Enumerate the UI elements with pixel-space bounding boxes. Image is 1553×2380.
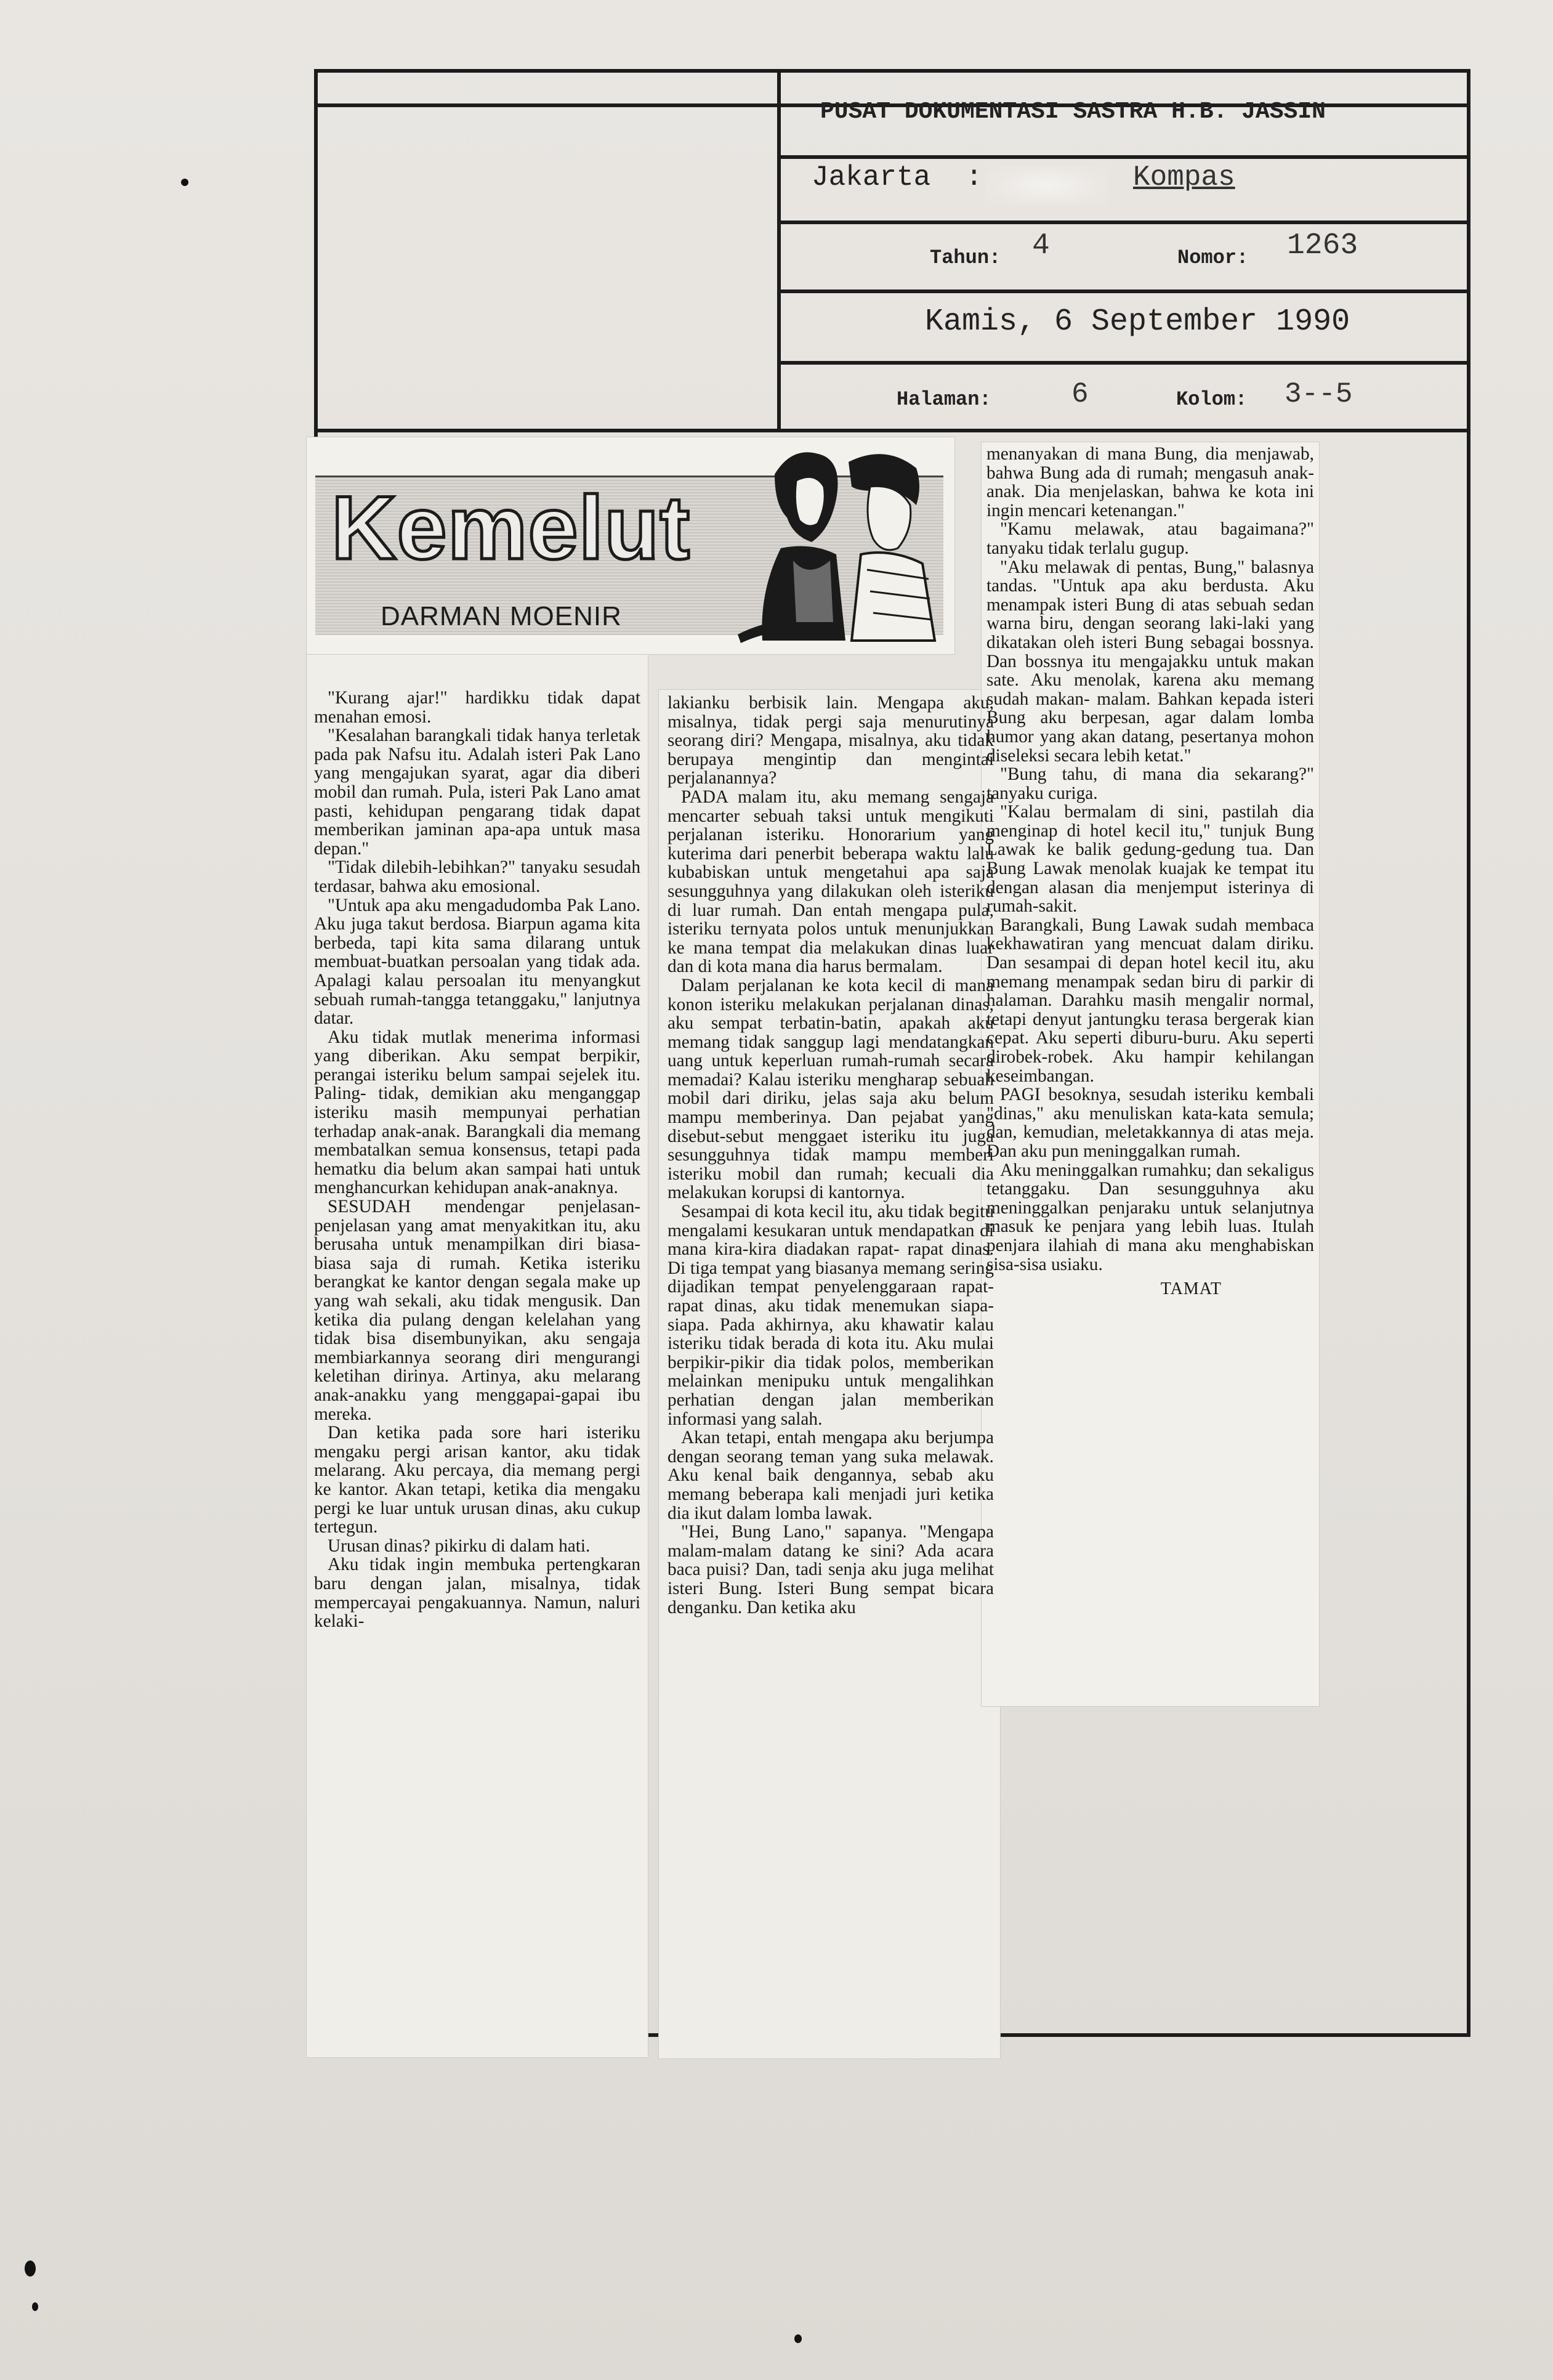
paragraph: "Kesalahan barangkali tidak hanya terletak pada pak Nafsu itu. Adalah isteri Pak Lano yang mengajukan syarat, agar dia diberi mobil dan rumah. Pula, isteri Pak Lano amat pasti, kehidupan pengarang tidak dapat memberikan jaminan apa-apa untuk masa depan." bbox=[314, 726, 640, 859]
smudge bbox=[985, 165, 1108, 206]
paragraph: "Tidak dilebih-lebihkan?" tanyaku sesudah terdasar, bahwa aku emosional. bbox=[314, 857, 640, 896]
form-rule bbox=[314, 429, 1470, 432]
paragraph: Aku tidak mutlak menerima informasi yang diberikan. Aku sempat berpikir, perangai isteriku belum sampai sejelek itu. Paling- tidak, demikian aku menganggap isteriku masih mempunyai perhatian terhadap anak-anak. Barangkali dia memang membatalkan semua konsensus, tetapi pada hematku dia belum akan sampai hati untuk menghancurkan kehidupan anak-anaknya. bbox=[314, 1027, 640, 1198]
number-value: 1263 bbox=[1287, 229, 1358, 262]
paragraph: menanyakan di mana Bung, dia menjawab, bahwa Bung ada di rumah; mengasuh anak-anak. Dia menjelaskan, bahwa ke kota ini ingin mencari ketenangan." bbox=[986, 444, 1314, 520]
story-banner bbox=[307, 437, 954, 654]
paragraph: "Untuk apa aku mengadudomba Pak Lano. Aku juga takut berdosa. Biarpun agama kita berbeda, tapi kita sama dilarang untuk membuat-buatkan persoalan yang tidak ada. Apalagi kalau persoalan itu menyangkut sebuah rumah-tangga tetanggaku," lanjutnya datar. bbox=[314, 895, 640, 1029]
paragraph: lakianku berbisik lain. Mengapa aku, misalnya, tidak pergi saja menurutinya seorang diri? Mengapa, misalnya, aku tidak berupaya mengintip dan mengintai perjalanannya? bbox=[668, 693, 994, 788]
article-column-3 bbox=[986, 445, 1314, 1299]
city-colon: : bbox=[966, 161, 983, 193]
paragraph: "Aku melawak di pentas, Bung," balasnya tandas. "Untuk apa aku berdusta. Aku menampak isteri Bung di atas sebuah sedan warna biru, dengan seorang laki-laki yang dikatakan oleh isteri Bung sebagai bossnya. Dan bossnya itu mengajakku untuk makan sate. Aku menolak, karena aku memang sudah makan- malam. Bahkan kepada isteri Bung aku berpesan, agar dalam lomba humor yang akan datang, pesertanya mohon diseleksi secara lebih ketat." bbox=[986, 557, 1314, 766]
paragraph: Sesampai di kota kecil itu, aku tidak begitu mengalami kesukaran untuk mendapatkan di mana kira-kira diadakan rapat- rapat dinas. Di tiga tempat yang biasanya memang sering dijadikan tempat penyelenggaraan rapat-rapat dinas, aku tidak menemukan siapa-siapa. Pada akhirnya, aku khawatir kalau isteriku tidak berada di kota itu. Aku mulai berpikir-pikir dia tidak polos, memberikan melainkan menipuku untuk mengalihkan perhatian dengan jalan memberikan informasi yang salah. bbox=[668, 1202, 994, 1429]
form-rule bbox=[777, 221, 1470, 224]
article-column-2 bbox=[668, 694, 994, 1617]
article-column-1 bbox=[314, 689, 640, 1631]
number-label: Nomor: bbox=[1177, 246, 1249, 269]
year-value: 4 bbox=[1032, 229, 1050, 262]
paragraph: PADA malam itu, aku memang sengaja mencarter sebuah taksi untuk mengikuti perjalanan isteriku. Honorarium yang kuterima dari penerbit beberapa waktu lalu kubabiskan untuk mengetahui apa saja sesungguhnya yang dilakukan oleh isteriku di luar rumah. Dan entah mengapa pula, isteriku ternyata polos untuk menunjukkan ke mana tempat dia melakukan dinas luar dan di kota mana dia harus bermalam. bbox=[668, 787, 994, 977]
publication-date: Kamis, 6 September 1990 bbox=[925, 304, 1350, 339]
ink-speck bbox=[794, 2334, 802, 2343]
ink-speck bbox=[25, 2261, 36, 2277]
paragraph: Dan ketika pada sore hari isteriku mengaku pergi arisan kantor, aku tidak melarang. Aku percaya, dia memang pergi ke kantor. Akan tetapi, ketika dia mengaku pergi ke luar untuk urusan dinas, aku cukup tertegun. bbox=[314, 1423, 640, 1537]
paragraph: Aku meninggalkan rumahku; dan sekaligus tetanggaku. Dan sesungguhnya aku meninggalkan penjaraku untuk selanjutnya masuk ke penjara yang lebih luas. Itulah penjara ilahiah di mana aku menghabiskan sisa-sisa usiaku. bbox=[986, 1160, 1314, 1274]
form-rule bbox=[777, 155, 1470, 159]
paragraph: "Kalau bermalam di sini, pastilah dia menginap di hotel kecil itu," tunjuk Bung Lawak ke balik gedung-gedung tua. Dan Bung Lawak menolak kuajak ke tempat itu dengan alasan dia menjemput isterinya di rumah-sakit. bbox=[986, 802, 1314, 917]
city-label: Jakarta bbox=[812, 161, 931, 193]
newspaper-name: Kompas bbox=[1133, 161, 1235, 193]
story-title: Kemelut bbox=[331, 477, 691, 578]
paragraph: "Kurang ajar!" hardikku tidak dapat menahan emosi. bbox=[314, 688, 640, 727]
paragraph: "Hei, Bung Lano," sapanya. "Mengapa malam-malam datang ke sini? Ada acara baca puisi? Dan, tadi senja aku juga melihat isteri Bung. Isteri Bung sempat bicara denganku. Dan ketika aku bbox=[668, 1522, 994, 1617]
ink-speck bbox=[32, 2302, 38, 2311]
paragraph: "Kamu melawak, atau bagaimana?" tanyaku tidak terlalu gugup. bbox=[986, 519, 1314, 558]
paragraph: PAGI besoknya, sesudah isteriku kembali "dinas," aku menuliskan kata-kata semula; dan, kemudian, meletakkannya di atas meja. Dan aku pun meninggalkan rumah. bbox=[986, 1085, 1314, 1161]
paragraph: Aku tidak ingin membuka pertengkaran baru dengan jalan, misalnya, tidak mempercayai pengakuannya. Namun, naluri kelaki- bbox=[314, 1555, 640, 1632]
institution-name: PUSAT DOKUMENTASI SASTRA H.B. JASSIN bbox=[820, 99, 1326, 125]
paragraph: Dalam perjalanan ke kota kecil di mana konon isteriku melakukan perjalanan dinas, aku sempat terbatin-batin, apakah aku memang tidak sanggup lagi mendatangkan uang untuk keperluan rumah-rumah secara memadai? Kalau isteriku mengharap sebuah mobil dari diriku, jelas saja aku belum mampu memberinya. Dan pejabat yang disebut-sebut menggaet isteriku itu juga sesungguhnya tidak mampu memberi isteriku mobil dan rumah; kecuali dia melakukan korupsi di kantornya. bbox=[668, 975, 994, 1203]
paragraph: Akan tetapi, entah mengapa aku berjumpa dengan seorang teman yang suka melawak. Aku kenal baik dengannya, sebab aku memang beberapa kali menjadi juri ketika dia ikut dalam lomba lawak. bbox=[668, 1428, 994, 1523]
form-rule bbox=[777, 289, 1470, 293]
paragraph: Barangkali, Bung Lawak sudah membaca kekhawatiran yang mencuat dalam diriku. Dan sesampai di depan hotel kecil itu, aku memang menampak sedan biru di parkir di halaman. Darahku masih mengalir normal, tetapi denyut jantungku terasa bergerak kian cepat. Aku seperti diburu-buru. Aku seperti dirobek-robek. Aku hampir kehilangan keseimbangan. bbox=[986, 915, 1314, 1086]
column-value: 3--5 bbox=[1285, 378, 1353, 410]
year-label: Tahun: bbox=[930, 246, 1001, 269]
ink-speck bbox=[181, 179, 188, 186]
story-author: DARMAN MOENIR bbox=[381, 601, 622, 631]
paragraph: "Bung tahu, di mana dia sekarang?" tanyaku curiga. bbox=[986, 764, 1314, 803]
story-end-mark: TAMAT bbox=[1160, 1279, 1222, 1299]
illustration-couple bbox=[738, 437, 947, 654]
form-rule bbox=[777, 361, 1470, 365]
column-label: Kolom: bbox=[1176, 388, 1248, 411]
paragraph: SESUDAH mendengar penjelasan-penjelasan yang amat menyakitkan itu, aku berusaha untuk menampilkan diri biasa-biasa saja di rumah. Ketika isteriku berangkat ke kantor dengan segala make up yang wah sekali, aku tidak mengusik. Dan ketika dia pulang dengan kelelahan yang tidak bisa disembunyikan, aku sengaja membiarkannya seorang diri mengurangi keletihan dirinya. Artinya, aku melarang anak-anakku yang menggapai-gapai ibu mereka. bbox=[314, 1197, 640, 1424]
form-divider bbox=[777, 69, 781, 429]
page-label: Halaman: bbox=[897, 388, 991, 411]
page-value: 6 bbox=[1071, 378, 1089, 410]
paragraph: Urusan dinas? pikirku di dalam hati. bbox=[328, 1536, 591, 1556]
